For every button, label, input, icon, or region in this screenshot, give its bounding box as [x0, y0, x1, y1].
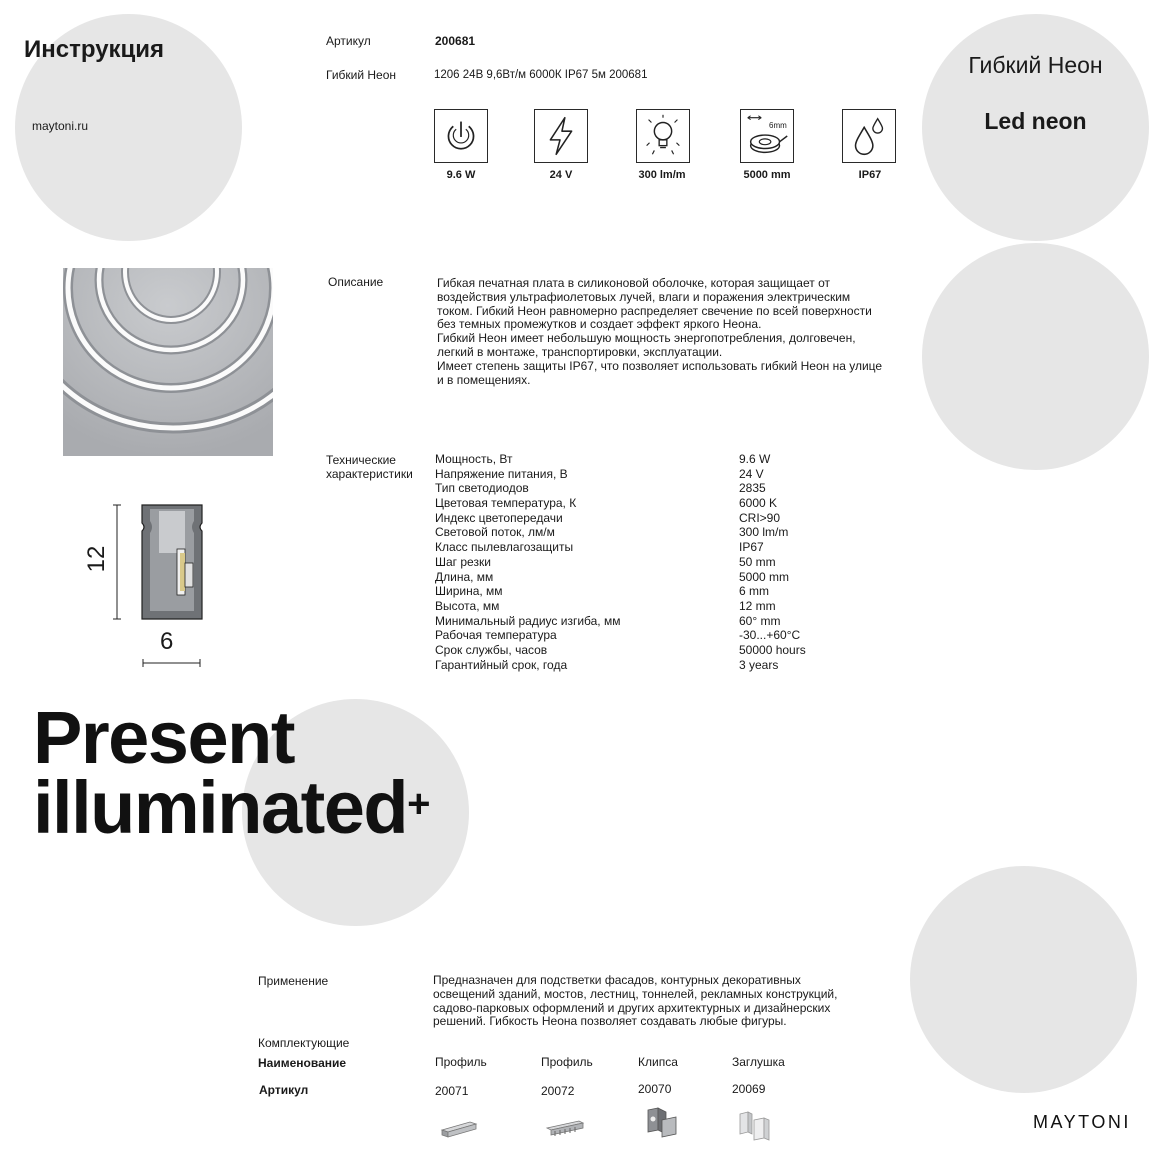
- spec-value: 5000 mm: [739, 569, 790, 584]
- spec-name: Высота, мм: [435, 598, 500, 613]
- spec-row: [435, 658, 855, 673]
- strip-reel-icon: [740, 109, 794, 163]
- spec-name: Световой поток, лм/м: [435, 525, 555, 540]
- brand-logo: MAYTONI: [1033, 1112, 1131, 1132]
- accessory-article: 20070: [638, 1082, 672, 1096]
- spec-row: [435, 481, 855, 496]
- power-icon: [434, 109, 488, 163]
- article-label: Артикул: [326, 34, 371, 48]
- spec-name: Срок службы, часов: [435, 642, 548, 657]
- slogan-line2-text: illuminated: [33, 766, 408, 849]
- application-line: освещений зданий, мостов, лестниц, тоннелей, рекламных конструкций,: [433, 986, 838, 1001]
- description-label: Описание: [328, 275, 384, 289]
- product-value: 1206 24В 9,6Вт/м 6000К IP67 5м 200681: [434, 69, 648, 81]
- icon-label-power: 9.6 W: [446, 169, 476, 181]
- spec-name: Напряжение питания, В: [435, 466, 568, 481]
- spec-name: Класс пылевлагозащиты: [435, 540, 574, 555]
- spec-value: 9.6 W: [739, 452, 771, 466]
- spec-name: Гарантийный срок, года: [435, 657, 568, 672]
- slogan-plus: +: [407, 782, 431, 826]
- application-label: Применение: [258, 974, 329, 988]
- spec-name: Ширина, мм: [435, 584, 503, 599]
- drops-icon: [842, 109, 896, 163]
- clip-icon: [644, 1106, 680, 1145]
- application-line: решений. Гибкость Неона позволяет создавать любые фигуры.: [433, 1014, 787, 1029]
- spec-name: Тип светодиодов: [435, 481, 529, 496]
- specs-table: [435, 452, 855, 672]
- accessory-name: Профиль: [541, 1055, 593, 1069]
- description-line: Гибкий Неон имеет небольшую мощность энергопотребления, долговечен,: [437, 331, 856, 346]
- application-line: садово-парковых оформлений и других архитектурных и дизайнерских: [433, 1000, 831, 1015]
- spec-row: [435, 599, 855, 614]
- accessory-article: 20072: [541, 1084, 575, 1098]
- decor-circle-mid-right: [922, 243, 1149, 470]
- slogan-line1: Present: [33, 696, 294, 779]
- icon-label-voltage: 24 V: [549, 169, 573, 181]
- accessory-name: Профиль: [435, 1055, 487, 1069]
- slogan-line2: [33, 766, 431, 849]
- spec-value: IP67: [739, 540, 764, 555]
- end-cap-icon: [737, 1110, 773, 1147]
- spec-value: 50000 hours: [739, 642, 806, 657]
- width-dimension: 6: [160, 628, 174, 655]
- spec-name: Минимальный радиус изгиба, мм: [435, 613, 621, 628]
- spec-value: 300 lm/m: [739, 525, 789, 540]
- spec-name: Длина, мм: [435, 569, 494, 584]
- spec-name: Мощность, Вт: [435, 452, 513, 466]
- profile-drawing: [80, 495, 220, 675]
- spec-row: [435, 584, 855, 599]
- product-photo: [63, 268, 273, 456]
- description-line: легкий в монтаже, транспортировки, эксплуатации.: [437, 344, 723, 359]
- product-label: Гибкий Неон: [326, 68, 397, 82]
- icon-label-ip: IP67: [858, 169, 882, 181]
- application-text: [433, 974, 893, 1029]
- application-line: Предназначен для подстветки фасадов, контурных декоративных: [433, 973, 801, 987]
- description-text: [437, 277, 912, 387]
- article-value: 200681: [435, 34, 476, 48]
- spec-row: [435, 540, 855, 555]
- slogan: [33, 696, 431, 849]
- strip-width-note: 6mm: [769, 121, 787, 130]
- description-line: воздействия ультрафиолетовых лучей, влаги и поражения электрическим: [437, 289, 851, 304]
- spec-value: 6 mm: [739, 584, 769, 599]
- description-line: Гибкая печатная плата в силиконовой оболочке, которая защищает от: [437, 276, 830, 290]
- spec-row: [435, 555, 855, 570]
- profile-bar-icon: [440, 1112, 478, 1145]
- spec-name: Шаг резки: [435, 554, 491, 569]
- decor-circle-bottom-right: [910, 866, 1137, 1093]
- spec-name: Рабочая температура: [435, 628, 557, 643]
- description-line: Имеет степень защиты IP67, что позволяет использовать гибкий Неон на улице: [437, 358, 883, 373]
- specs-label-line1: Технические: [326, 453, 396, 467]
- spec-name: Цветовая температура, К: [435, 496, 577, 511]
- spec-value: 6000 K: [739, 496, 778, 511]
- accessory-article: 20069: [732, 1082, 766, 1096]
- spec-value: 24 V: [739, 466, 764, 481]
- spec-row: [435, 570, 855, 585]
- series-ru: Гибкий Неон: [968, 52, 1103, 78]
- spec-row: [435, 628, 855, 643]
- spec-row: [435, 643, 855, 658]
- description-line: током. Гибкий Неон равномерно распределяет свечение по всей поверхности: [437, 303, 872, 318]
- accessories-article-label: Артикул: [259, 1083, 309, 1097]
- doc-title: Инструкция: [24, 36, 165, 63]
- spec-value: 2835: [739, 481, 766, 496]
- spec-row: [435, 452, 855, 467]
- spec-value: 3 years: [739, 657, 779, 672]
- spec-row: [435, 525, 855, 540]
- description-line: без темных промежутков и создает эффект яркого Неона.: [437, 317, 762, 332]
- bulb-icon: [636, 109, 690, 163]
- spec-value: 12 mm: [739, 598, 776, 613]
- spec-row: [435, 511, 855, 526]
- specs-label: [326, 453, 413, 481]
- website-link[interactable]: maytoni.ru: [32, 119, 89, 133]
- accessory-name: Заглушка: [732, 1055, 785, 1069]
- spec-row: [435, 496, 855, 511]
- accessories-name-label: Наименование: [258, 1056, 347, 1070]
- spec-row: [435, 467, 855, 482]
- height-dimension: 12: [83, 545, 110, 573]
- spec-row: [435, 614, 855, 629]
- spec-value: -30...+60°C: [739, 628, 801, 643]
- specs-label-line2: характеристики: [326, 467, 413, 481]
- description-line: и в помещениях.: [437, 372, 531, 387]
- spec-name: Индекс цветопередачи: [435, 510, 563, 525]
- series-en: Led neon: [984, 108, 1087, 134]
- accessory-article: 20071: [435, 1084, 469, 1098]
- lightning-icon: [534, 109, 588, 163]
- accessories-label: Комплектующие: [258, 1036, 350, 1050]
- spec-value: 60° mm: [739, 613, 781, 628]
- profile-comb-icon: [545, 1116, 585, 1145]
- icon-label-flux: 300 lm/m: [638, 169, 686, 181]
- accessory-name: Клипса: [638, 1055, 678, 1069]
- spec-value: CRI>90: [739, 510, 781, 525]
- spec-value: 50 mm: [739, 554, 776, 569]
- icon-label-length: 5000 mm: [743, 169, 791, 181]
